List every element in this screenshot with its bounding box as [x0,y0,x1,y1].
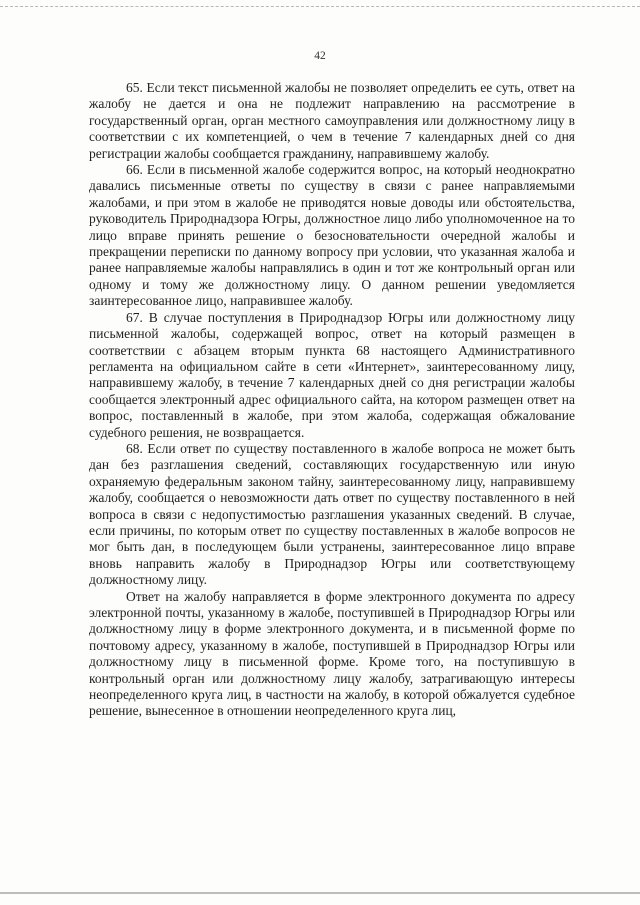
paragraph-response: Ответ на жалобу направляется в форме электронного документа по адресу электронной почты, указанному в жалобе, поступившей в Природнадзор Югры или должностному лицу в форме электронного документа, и в письменной форме по почтовому адресу, указанному в жалобе, поступившей в Природнадзор Югры или должностному лицу в письменной форме. Кроме того, на поступившую в контрольный орган или должностному лицу жалобу, затрагивающую интересы неопределенного круга лиц, в частности на жалобу, в которой обжалуется судебное решение, вынесенное в отношении неопределенного круга лиц, [89,588,575,719]
document-body [89,80,575,720]
paragraph-67: 67. В случае поступления в Природнадзор Югры или должностному лицу письменной жалобы, содержащей вопрос, ответ на который размещен в соответствии с абзацем вторым пункта 68 настоящего Административного регламента на официальном сайте в сети «Интернет», заинтересованному лицу, направившему жалобу, в течение 7 календарных дней со дня регистрации жалобы сообщается электронный адрес официального сайта, на котором размещен ответ на вопрос, поставленный в жалобе, при этом жалоба, содержащая обжалование судебного решения, не возвращается. [89,309,575,440]
page-number: 42 [314,50,326,62]
paragraph-68: 68. Если ответ по существу поставленного в жалобе вопроса не может быть дан без разглашения сведений, составляющих государственную или иную охраняемую федеральным законом тайну, заинтересованному лицу, направившему жалобу, сообщается о невозможности дать ответ по существу поставленного в ней вопроса в связи с недопустимостью разглашения указанных сведений. В случае, если причины, по которым ответ по существу поставленных в жалобе вопросов не мог быть дан, в последующем были устранены, заинтересованное лицо вправе вновь направить жалобу в Природнадзор Югры или соответствующему должностному лицу. [89,440,575,588]
paragraph-66: 66. Если в письменной жалобе содержится вопрос, на который неоднократно давались письменные ответы по существу в связи с ранее направляемыми жалобами, и при этом в жалобе не приводятся новые доводы или обстоятельства, руководитель Природнадзора Югры, должностное лицо либо уполномоченное на то лицо вправе принять решение о безосновательности очередной жалобы и прекращении переписки по данному вопросу при условии, что указанная жалоба и ранее направляемые жалобы направлялись в один и тот же контрольный орган или одному и тому же должностному лицу. О данном решении уведомляется заинтересованное лицо, направившее жалобу. [89,162,575,309]
scan-edge-bottom [0,892,640,894]
paragraph-65: 65. Если текст письменной жалобы не позволяет определить ее суть, ответ на жалобу не дается и она не подлежит направлению на рассмотрение в государственный орган, орган местного самоуправления или должностному лицу в соответствии с их компетенцией, о чем в течение 7 календарных дней со дня регистрации жалобы сообщается гражданину, направившему жалобу. [89,80,575,161]
scan-edge-top [0,6,640,8]
